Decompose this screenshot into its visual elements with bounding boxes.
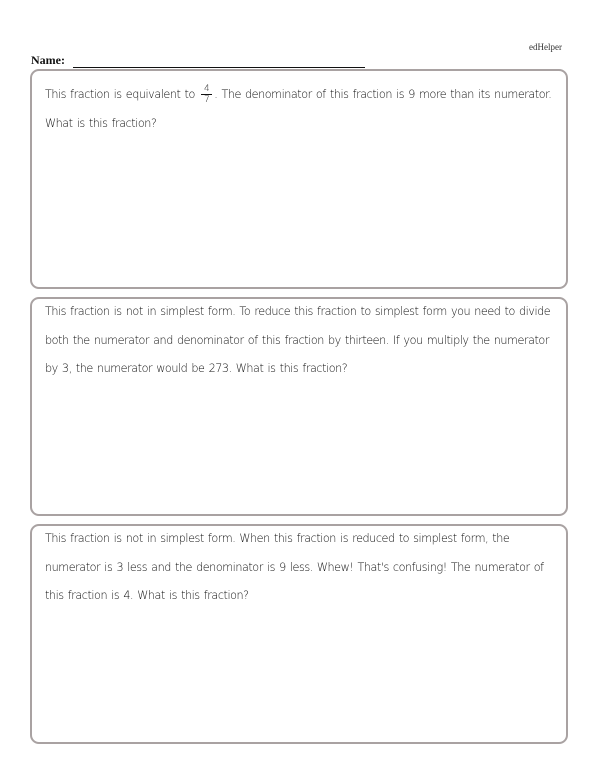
fraction-numerator: 4 [201,84,212,95]
brand-label: edHelper [529,42,562,52]
name-field-row [31,53,365,68]
name-label: Name: [31,53,65,67]
fraction-denominator: 7 [203,94,210,105]
problem-1-text-before: This fraction is equivalent to [45,88,195,101]
fraction-four-sevenths [201,84,212,105]
problem-text-3: This fraction is not in simplest form. When this fraction is reduced to simplest form, the numerator is 3 less and the denominator is 9 less. Whew! That's confusing! The numerator of this fraction is 4. What is this fraction? [45,532,544,602]
problem-box-1 [30,69,568,289]
problem-box-3 [30,524,568,744]
name-blank-line[interactable] [73,56,365,68]
problem-1-text-after: . The denominator of this fraction is 9 more than its numerator. What is this fraction? [45,88,552,130]
problem-box-2 [30,297,568,516]
problem-text-2: This fraction is not in simplest form. To reduce this fraction to simplest form you need to divide both the numerator and denominator of this fraction by thirteen. If you multiply the numerator by 3, the numerator would be 273. What is this fraction? [45,305,551,375]
problem-text-1 [45,81,554,138]
